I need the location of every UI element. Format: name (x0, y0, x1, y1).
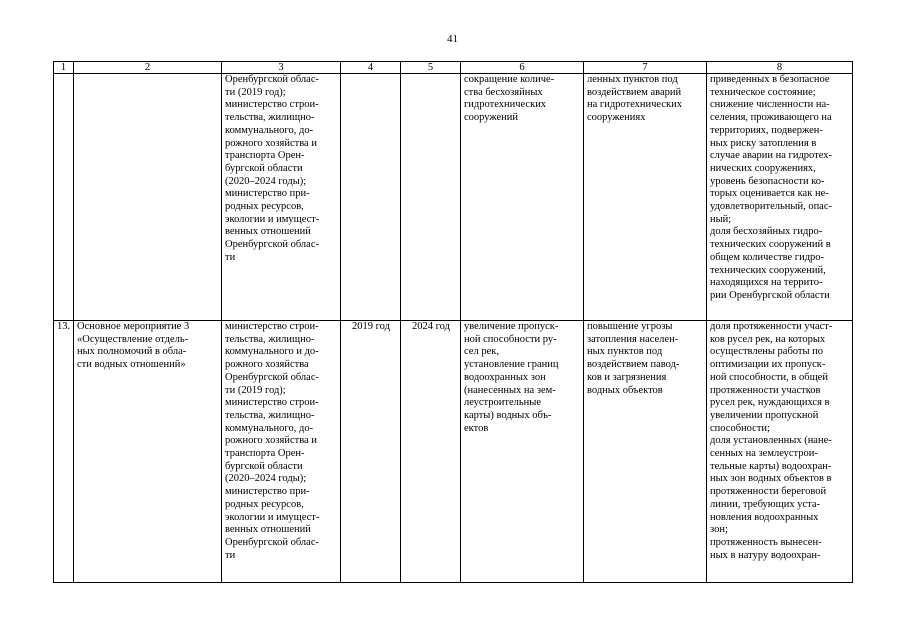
end-year-cell (401, 74, 461, 321)
start-year-cell (341, 74, 401, 321)
start-year-cell: 2019 год (341, 321, 401, 583)
column-number-row (54, 62, 853, 74)
measure-name-cell (74, 74, 222, 321)
column-number: 3 (222, 62, 341, 74)
consequences-cell: повышение угрозы затопления населен- ных пунктов под воздействием павод- ков и загрязнения водных объектов (584, 321, 707, 583)
column-number: 6 (461, 62, 584, 74)
executors-cell: Оренбургской облас- ти (2019 год); министерство строи- тельства, жилищно- коммунального, до- рожного хозяйства и транспорта Орен- бургской области (2020–2024 годы); министерство при- родных ресурсов, экологии и имущест- венных отношений Оренбургской облас- ти (222, 74, 341, 321)
expected-result-cell: сокращение количе- ства бесхозяйных гидротехнических сооружений (461, 74, 584, 321)
column-number: 1 (54, 62, 74, 74)
column-number: 7 (584, 62, 707, 74)
table-row (54, 74, 853, 321)
indicators-cell: доля протяженности участ- ков русел рек, на которых осуществлены работы по оптимизации их пропуск- ной способности, в общей протяженности участков русел рек, нуждающихся в увеличении пропускной способности; доля установленных (нане- сенных на землеустрои- тельные карты) водоохран- ных зон водных объектов в протяженности береговой линии, требующих уста- новления водоохранных зон; протяженность вынесен- ных в натуру водоохран- (707, 321, 853, 583)
column-number: 2 (74, 62, 222, 74)
row-number-cell: 13. (54, 321, 74, 583)
measure-name-cell: Основное мероприятие 3 «Осуществление отдель- ных полномочий в обла- сти водных отношений» (74, 321, 222, 583)
row-number-cell (54, 74, 74, 321)
table-row (54, 321, 853, 583)
expected-result-cell: увеличение пропуск- ной способности ру- сел рек, установление границ водоохранных зон (нанесенных на зем- леустроительные карты) водных объ- ектов (461, 321, 584, 583)
end-year-cell: 2024 год (401, 321, 461, 583)
consequences-cell: ленных пунктов под воздействием аварий на гидротехнических сооружениях (584, 74, 707, 321)
column-number: 4 (341, 62, 401, 74)
page-number: 41 (447, 33, 458, 45)
indicators-cell: приведенных в безопасное техническое состояние; снижение численности на- селения, проживающего на территориях, подвержен- ных риску затопления в случае аварии на гидротех- нических сооружениях, уровень безопасности ко- торых оценивается как не- удовлетворительный, опас- ный; доля бесхозяйных гидро- технических сооружений в общем количестве гидро- технических сооружений, находящихся на террито- рии Оренбургской области (707, 74, 853, 321)
measures-table (53, 61, 853, 583)
executors-cell: министерство строи- тельства, жилищно- коммунального и до- рожного хозяйства Оренбургской облас- ти (2019 год); министерство строи- тельства, жилищно- коммунального, до- рожного хозяйства и транспорта Орен- бургской области (2020–2024 годы); министерство при- родных ресурсов, экологии и имущест- венных отношений Оренбургской облас- ти (222, 321, 341, 583)
column-number: 8 (707, 62, 853, 74)
column-number: 5 (401, 62, 461, 74)
